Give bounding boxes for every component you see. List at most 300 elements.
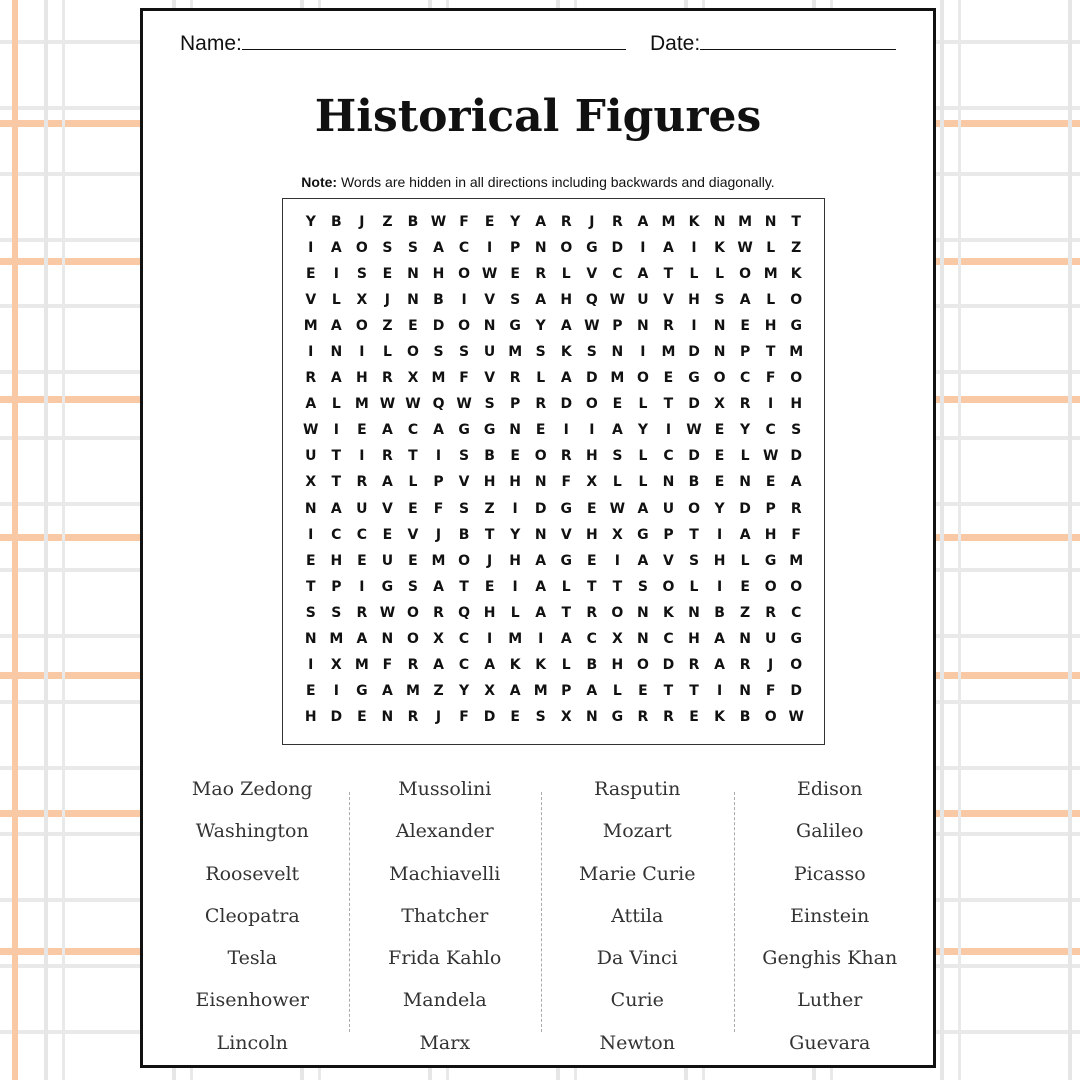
- grid-letter: R: [407, 708, 419, 725]
- grid-letter: M: [508, 630, 523, 647]
- grid-letter: O: [585, 396, 598, 413]
- grid-letter: J: [589, 214, 595, 230]
- grid-letter: I: [512, 500, 518, 517]
- grid-letter: H: [585, 526, 598, 543]
- grid-letter: O: [458, 266, 471, 283]
- grid-letter: Q: [458, 604, 471, 621]
- grid-letter: T: [408, 448, 418, 465]
- grid-letter: K: [535, 656, 547, 673]
- grid-letter: A: [433, 656, 444, 673]
- grid-letter: D: [688, 396, 700, 413]
- grid-letter: M: [533, 682, 548, 699]
- grid-letter: O: [713, 370, 726, 387]
- grid-letter: U: [764, 630, 777, 647]
- grid-letter: S: [305, 604, 316, 621]
- grid-letter: E: [382, 266, 393, 283]
- grid-letter: S: [791, 422, 802, 439]
- grid-letter: G: [637, 526, 649, 543]
- grid-letter: Y: [637, 422, 648, 439]
- grid-letter: H: [688, 292, 700, 309]
- grid-letter: Z: [791, 240, 802, 257]
- grid-letter: X: [330, 656, 342, 673]
- grid-letter: D: [662, 656, 675, 673]
- grid-letter: S: [535, 344, 546, 361]
- grid-letter: F: [791, 526, 801, 543]
- grid-letter: A: [381, 422, 393, 439]
- grid-letter: E: [638, 682, 648, 699]
- grid-letter: D: [688, 448, 700, 465]
- grid-letter: D: [330, 708, 343, 725]
- grid-letter: A: [714, 630, 725, 647]
- grid-letter: C: [331, 526, 342, 543]
- date-field[interactable]: [650, 31, 896, 56]
- grid-letter: I: [691, 240, 697, 257]
- grid-letter: R: [663, 318, 674, 335]
- grid-letter: C: [765, 422, 776, 439]
- grid-letter: L: [612, 682, 622, 699]
- grid-letter: W: [405, 396, 421, 413]
- grid-letter: V: [458, 474, 470, 491]
- word-list-item: Roosevelt: [205, 862, 300, 885]
- grid-letter: R: [356, 604, 368, 621]
- grid-letter: S: [612, 448, 623, 465]
- grid-letter: N: [330, 344, 343, 361]
- grid-letter: C: [458, 656, 470, 673]
- grid-letter: I: [461, 292, 467, 309]
- grid-letter: W: [584, 318, 600, 335]
- grid-letter: C: [612, 266, 623, 283]
- grid-letter: P: [739, 344, 751, 361]
- grid-letter: L: [561, 656, 571, 673]
- grid-letter: A: [381, 474, 393, 491]
- grid-letter: M: [661, 344, 676, 361]
- grid-letter: G: [586, 240, 598, 257]
- grid-letter: M: [661, 214, 676, 230]
- grid-letter: C: [586, 630, 597, 647]
- grid-letter: G: [458, 422, 470, 439]
- date-blank-line[interactable]: [700, 31, 896, 50]
- grid-letter: A: [637, 266, 649, 283]
- grid-letter: N: [304, 630, 317, 647]
- grid-letter: G: [560, 500, 573, 517]
- grid-letter: A: [611, 422, 623, 439]
- word-list-item: Eisenhower: [195, 989, 309, 1012]
- grid-letter: E: [689, 708, 699, 725]
- grid-letter: L: [561, 266, 571, 283]
- grid-letter: R: [739, 656, 751, 673]
- grid-letter: A: [637, 500, 649, 517]
- word-list-item: Guevara: [789, 1031, 871, 1054]
- grid-letter: E: [714, 448, 725, 465]
- word-list-item: Marx: [419, 1031, 471, 1054]
- grid-letter: L: [740, 552, 750, 569]
- date-label: Date:: [650, 32, 701, 55]
- grid-letter: G: [611, 708, 624, 725]
- grid-letter: N: [407, 266, 419, 283]
- grid-letter: N: [739, 474, 751, 491]
- grid-letter: N: [509, 422, 522, 439]
- grid-letter: S: [331, 604, 342, 621]
- grid-letter: S: [382, 240, 393, 257]
- letter-grid: [282, 198, 825, 745]
- word-list-item: Newton: [599, 1031, 675, 1054]
- grid-letter: A: [433, 240, 444, 257]
- word-list-item: Mandela: [402, 989, 487, 1012]
- grid-letter: X: [433, 630, 444, 647]
- grid-letter: K: [509, 656, 521, 673]
- grid-letter: E: [305, 682, 316, 699]
- grid-letter: W: [456, 396, 472, 413]
- worksheet-page: [140, 8, 936, 1068]
- grid-letter: E: [408, 552, 418, 569]
- grid-letter: G: [688, 370, 700, 387]
- grid-letter: A: [714, 656, 725, 673]
- grid-letter: C: [407, 422, 419, 439]
- grid-letter: B: [330, 214, 342, 230]
- grid-letter: D: [483, 708, 496, 725]
- note-text: Words are hidden in all directions including backwards and diagonally.: [337, 174, 775, 190]
- grid-letter: O: [534, 448, 547, 465]
- grid-letter: E: [510, 708, 520, 725]
- word-list-column: [541, 768, 734, 1064]
- grid-letter: X: [714, 396, 725, 413]
- grid-letter: T: [663, 682, 674, 699]
- word-list: [156, 768, 926, 1058]
- grid-letter: I: [640, 344, 646, 361]
- grid-letter: O: [790, 370, 803, 387]
- grid-letter: A: [535, 552, 547, 569]
- grid-letter: B: [688, 474, 700, 491]
- grid-letter: S: [535, 708, 546, 725]
- grid-letter: L: [536, 370, 546, 387]
- word-list-item: Washington: [195, 820, 309, 843]
- grid-letter: G: [509, 318, 521, 335]
- grid-letter: E: [510, 448, 520, 465]
- grid-letter: W: [609, 500, 626, 517]
- grid-letter: Y: [714, 500, 725, 517]
- grid-letter: E: [408, 500, 418, 517]
- grid-letter: K: [790, 266, 802, 283]
- grid-letter: V: [407, 526, 419, 543]
- grid-letter: I: [308, 526, 314, 543]
- grid-letter: H: [611, 656, 624, 673]
- grid-letter: A: [560, 318, 572, 335]
- grid-letter: M: [789, 552, 804, 569]
- grid-letter: O: [636, 370, 649, 387]
- grid-letter: S: [714, 292, 725, 309]
- grid-letter: L: [638, 448, 648, 465]
- grid-letter: N: [739, 682, 751, 699]
- grid-letter: A: [535, 604, 547, 621]
- name-blank-line[interactable]: [242, 31, 626, 50]
- grid-letter: O: [764, 578, 777, 595]
- grid-letter: R: [739, 396, 751, 413]
- grid-letter: Z: [433, 682, 444, 699]
- name-label: Name:: [180, 32, 242, 55]
- grid-letter: M: [789, 344, 804, 361]
- grid-letter: G: [381, 578, 394, 595]
- grid-letter: X: [560, 708, 572, 725]
- word-list-item: Luther: [797, 989, 863, 1012]
- grid-letter: V: [663, 292, 674, 309]
- grid-letter: O: [636, 656, 649, 673]
- grid-letter: T: [331, 474, 342, 491]
- grid-letter: S: [510, 292, 521, 309]
- grid-letter: F: [459, 214, 469, 230]
- grid-letter: I: [359, 344, 365, 361]
- grid-letter: N: [304, 500, 317, 517]
- grid-letter: F: [561, 474, 572, 491]
- grid-letter: V: [484, 370, 496, 387]
- grid-letter: E: [408, 318, 418, 335]
- grid-letter: I: [716, 526, 723, 543]
- grid-letter: N: [585, 708, 598, 725]
- grid-letter: H: [483, 474, 496, 491]
- grid-letter: O: [355, 318, 368, 335]
- grid-letter: R: [433, 604, 444, 621]
- grid-letter: A: [637, 214, 649, 230]
- grid-letter: D: [739, 500, 751, 517]
- grid-letter: W: [737, 240, 753, 257]
- grid-letter: E: [484, 214, 495, 230]
- grid-letter: I: [435, 448, 442, 465]
- grid-letter: B: [739, 708, 751, 725]
- grid-letter: N: [534, 474, 547, 491]
- word-list-item: Cleopatra: [204, 904, 300, 927]
- grid-letter: R: [382, 370, 393, 387]
- grid-letter: P: [765, 500, 776, 517]
- grid-letter: U: [305, 448, 317, 465]
- grid-letter: N: [764, 214, 777, 230]
- grid-letter: A: [484, 656, 496, 673]
- grid-letter: I: [614, 552, 620, 569]
- grid-letter: I: [308, 344, 314, 361]
- grid-letter: H: [790, 396, 803, 413]
- grid-letter: J: [768, 656, 774, 673]
- grid-letter: L: [740, 448, 750, 465]
- grid-letter: N: [662, 474, 675, 491]
- grid-letter: M: [405, 682, 420, 699]
- grid-letter: Q: [432, 396, 445, 413]
- grid-letter: R: [535, 266, 547, 283]
- grid-letter: I: [333, 422, 339, 439]
- grid-letter: H: [509, 474, 522, 491]
- grid-letter: I: [359, 578, 365, 595]
- grid-letter: M: [431, 552, 446, 569]
- grid-letter: J: [487, 552, 493, 569]
- grid-letter: D: [688, 344, 700, 361]
- grid-letter: A: [560, 630, 572, 647]
- grid-letter: S: [688, 552, 700, 569]
- word-list-item: Picasso: [793, 862, 866, 885]
- grid-letter: A: [330, 240, 342, 257]
- grid-letter: T: [459, 578, 469, 595]
- grid-letter: U: [483, 344, 496, 361]
- word-list-item: Einstein: [790, 904, 870, 927]
- grid-letter: Z: [484, 500, 495, 517]
- grid-letter: N: [534, 240, 547, 257]
- name-field[interactable]: [180, 31, 626, 56]
- grid-letter: A: [433, 578, 444, 595]
- grid-letter: N: [688, 604, 700, 621]
- grid-letter: R: [356, 474, 368, 491]
- word-list-item: Genghis Khan: [762, 947, 898, 970]
- grid-letter: M: [354, 656, 369, 673]
- grid-letter: T: [561, 604, 572, 621]
- grid-letter: G: [483, 422, 496, 439]
- word-list-item: Attila: [611, 904, 664, 927]
- grid-letter: H: [330, 552, 343, 569]
- word-list-item: Edison: [796, 778, 863, 800]
- grid-letter: C: [739, 370, 751, 387]
- grid-letter: Z: [382, 214, 393, 230]
- grid-letter: X: [611, 526, 623, 543]
- grid-letter: F: [382, 656, 393, 673]
- grid-letter: T: [663, 266, 674, 283]
- grid-letter: V: [484, 292, 496, 309]
- grid-letter: A: [330, 500, 342, 517]
- word-list-item: Frida Kahlo: [388, 947, 502, 970]
- grid-letter: V: [586, 266, 598, 283]
- grid-letter: R: [611, 214, 623, 230]
- grid-letter: E: [663, 370, 674, 387]
- grid-letter: R: [535, 396, 547, 413]
- grid-letter: I: [308, 240, 314, 257]
- grid-letter: E: [587, 500, 597, 517]
- grid-letter: S: [459, 344, 470, 361]
- grid-letter: X: [586, 474, 598, 491]
- grid-letter: D: [611, 240, 624, 257]
- word-list-item: Da Vinci: [596, 947, 678, 970]
- grid-letter: O: [560, 240, 573, 257]
- grid-letter: P: [331, 578, 342, 595]
- grid-letter: O: [790, 292, 803, 309]
- grid-letter: B: [433, 292, 444, 309]
- grid-letter: P: [510, 240, 521, 257]
- grid-letter: H: [304, 708, 317, 725]
- grid-letter: D: [560, 396, 573, 413]
- grid-letter: A: [637, 552, 649, 569]
- grid-letter: R: [637, 708, 649, 725]
- grid-letter: L: [715, 266, 725, 283]
- grid-letter: I: [665, 422, 672, 439]
- grid-letter: U: [662, 500, 675, 517]
- grid-letter: S: [459, 448, 470, 465]
- grid-letter: R: [560, 214, 572, 230]
- word-list-item: Galileo: [796, 820, 864, 843]
- grid-letter: Z: [740, 604, 751, 621]
- grid-letter: L: [561, 578, 571, 595]
- grid-letter: I: [716, 578, 723, 595]
- grid-letter: I: [768, 396, 774, 413]
- grid-letter: O: [611, 604, 624, 621]
- grid-letter: O: [458, 552, 471, 569]
- grid-letter: A: [560, 370, 572, 387]
- grid-letter: T: [305, 578, 316, 595]
- grid-letter: A: [535, 214, 547, 230]
- grid-letter: O: [790, 578, 803, 595]
- note-label: Note:: [301, 174, 338, 190]
- grid-letter: M: [303, 318, 318, 335]
- grid-letter: N: [739, 630, 751, 647]
- grid-letter: L: [766, 240, 776, 257]
- grid-letter: D: [790, 448, 803, 465]
- grid-letter: U: [356, 500, 368, 517]
- grid-letter: A: [535, 578, 547, 595]
- grid-letter: I: [563, 422, 569, 439]
- grid-letter: J: [384, 292, 391, 309]
- grid-letter: S: [459, 500, 470, 517]
- grid-letter: O: [688, 500, 700, 517]
- grid-letter: N: [637, 630, 649, 647]
- grid-letter: S: [407, 240, 418, 257]
- grid-letter: O: [764, 708, 777, 725]
- grid-letter: P: [663, 526, 674, 543]
- grid-letter: O: [407, 630, 419, 647]
- grid-letter: A: [433, 422, 444, 439]
- grid-letter: L: [612, 474, 622, 491]
- grid-letter: E: [484, 578, 495, 595]
- grid-letter: A: [356, 630, 368, 647]
- word-list-column: [349, 768, 542, 1064]
- grid-letter: L: [689, 578, 699, 595]
- grid-letter: C: [356, 526, 367, 543]
- grid-letter: F: [765, 682, 776, 699]
- word-list-item: Lincoln: [216, 1031, 288, 1054]
- grid-letter: M: [329, 630, 344, 647]
- grid-letter: S: [586, 344, 597, 361]
- grid-letter: C: [663, 630, 674, 647]
- grid-letter: R: [586, 604, 598, 621]
- grid-letter: K: [714, 708, 725, 725]
- grid-letter: L: [331, 292, 341, 309]
- grid-letter: N: [381, 708, 394, 725]
- grid-letter: D: [534, 500, 547, 517]
- word-list-item: Mozart: [602, 820, 672, 843]
- grid-letter: U: [637, 292, 649, 309]
- grid-letter: S: [407, 578, 418, 595]
- grid-letter: H: [764, 318, 777, 335]
- grid-letter: O: [739, 266, 752, 283]
- grid-letter: H: [432, 266, 445, 283]
- grid-letter: E: [740, 318, 750, 335]
- grid-letter: X: [611, 630, 623, 647]
- grid-letter: M: [354, 396, 369, 413]
- grid-letter: E: [714, 422, 725, 439]
- grid-letter: Y: [459, 682, 470, 699]
- grid-letter: E: [612, 396, 623, 413]
- grid-letter: X: [484, 682, 496, 699]
- grid-letter: E: [510, 266, 520, 283]
- grid-letter: H: [764, 526, 777, 543]
- grid-letter: P: [433, 474, 444, 491]
- grid-letter: Y: [305, 214, 316, 230]
- grid-letter: Y: [510, 214, 521, 230]
- grid-letter: R: [688, 656, 700, 673]
- grid-letter: E: [357, 552, 367, 569]
- grid-letter: A: [739, 292, 751, 309]
- grid-letter: L: [638, 396, 648, 413]
- grid-letter: G: [764, 552, 777, 569]
- grid-letter: R: [765, 604, 777, 621]
- grid-letter: H: [713, 552, 726, 569]
- word-list-item: Marie Curie: [579, 862, 696, 885]
- grid-letter: I: [589, 422, 595, 439]
- grid-letter: F: [459, 708, 469, 725]
- grid-letter: L: [382, 344, 392, 361]
- grid-letter: I: [512, 578, 518, 595]
- grid-letter: A: [381, 682, 393, 699]
